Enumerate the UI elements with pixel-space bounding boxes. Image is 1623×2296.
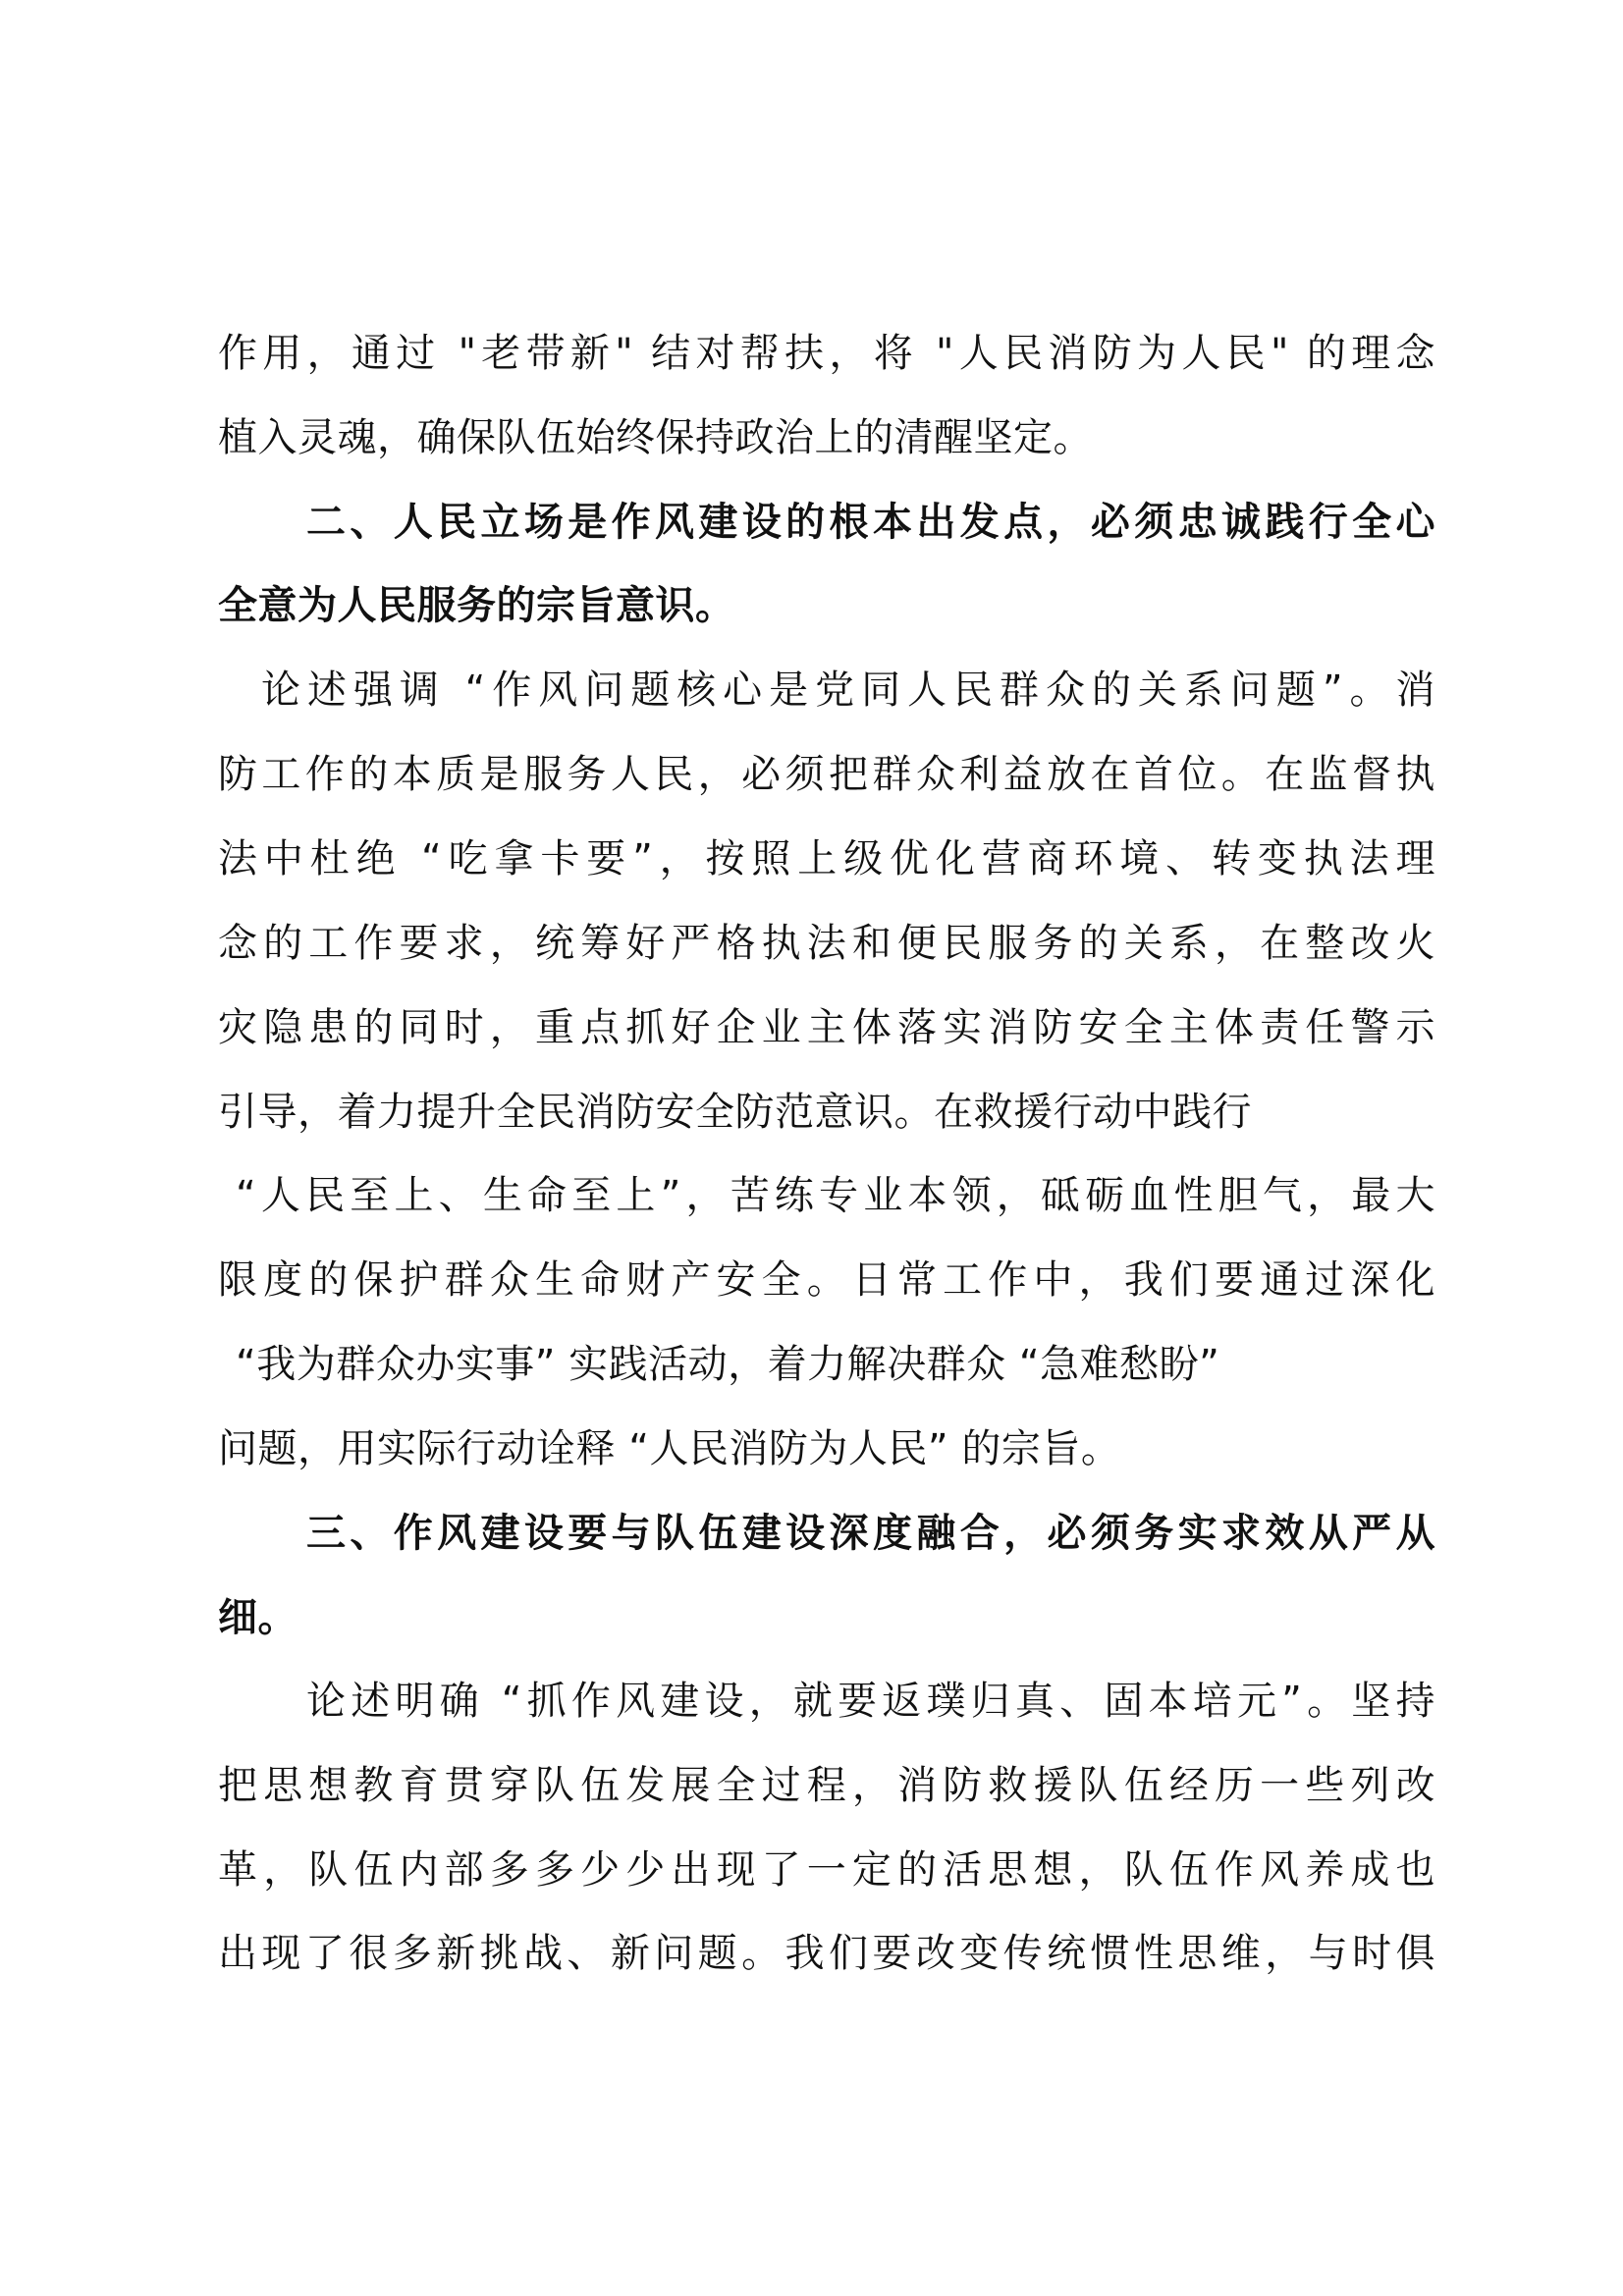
text-line: 念的工作要求，统筹好严格执法和便民服务的关系，在整改火 (218, 921, 1435, 966)
section-heading-3: 三、作风建设要与队伍建设深度融合，必须务实求效从严从 (306, 1511, 1435, 1556)
text-line: 植入灵魂，确保队伍始终保持政治上的清醒坚定。 (218, 415, 1093, 460)
text-line: 引导，着力提升全民消防安全防范意识。在救援行动中践行 (218, 1090, 1252, 1135)
text-line: 出现了很多新挑战、新问题。我们要改变传统惯性思维，与时俱 (218, 1931, 1435, 1976)
text-line: 作用，通过 "老带新" 结对帮扶，将 "人民消防为人民" 的理念 (218, 331, 1435, 376)
text-line: 把思想教育贯穿队伍发展全过程，消防救援队伍经历一些列改 (218, 1763, 1435, 1808)
text-line: 论述明确 “抓作风建设，就要返璞归真、固本培元”。坚持 (306, 1679, 1435, 1724)
section-heading-2-cont: 全意为人民服务的宗旨意识。 (218, 583, 735, 628)
text-line: “我为群众办实事” 实践活动，着力解决群众 “急难愁盼” (236, 1342, 1220, 1387)
text-line: “人民至上、生命至上”，苦练专业本领，砥砺血性胆气，最大 (236, 1173, 1435, 1218)
section-heading-2: 二、人民立场是作风建设的根本出发点，必须忠诚践行全心 (306, 500, 1435, 545)
text-line: 问题，用实际行动诠释 “人民消防为人民” 的宗旨。 (218, 1426, 1121, 1471)
text-line: 防工作的本质是服务人民，必须把群众利益放在首位。在监督执 (218, 752, 1435, 797)
text-line: 革，队伍内部多多少少出现了一定的活思想，队伍作风养成也 (218, 1847, 1435, 1893)
text-line: 论述强调 “作风问题核心是党同人民群众的关系问题”。消 (261, 667, 1435, 713)
section-heading-3-cont: 细。 (218, 1595, 298, 1640)
text-line: 法中杜绝 “吃拿卡要”，按照上级优化营商环境、转变执法理 (218, 836, 1435, 881)
text-line: 限度的保护群众生命财产安全。日常工作中，我们要通过深化 (218, 1257, 1435, 1303)
text-line: 灾隐患的同时，重点抓好企业主体落实消防安全主体责任警示 (218, 1005, 1435, 1050)
